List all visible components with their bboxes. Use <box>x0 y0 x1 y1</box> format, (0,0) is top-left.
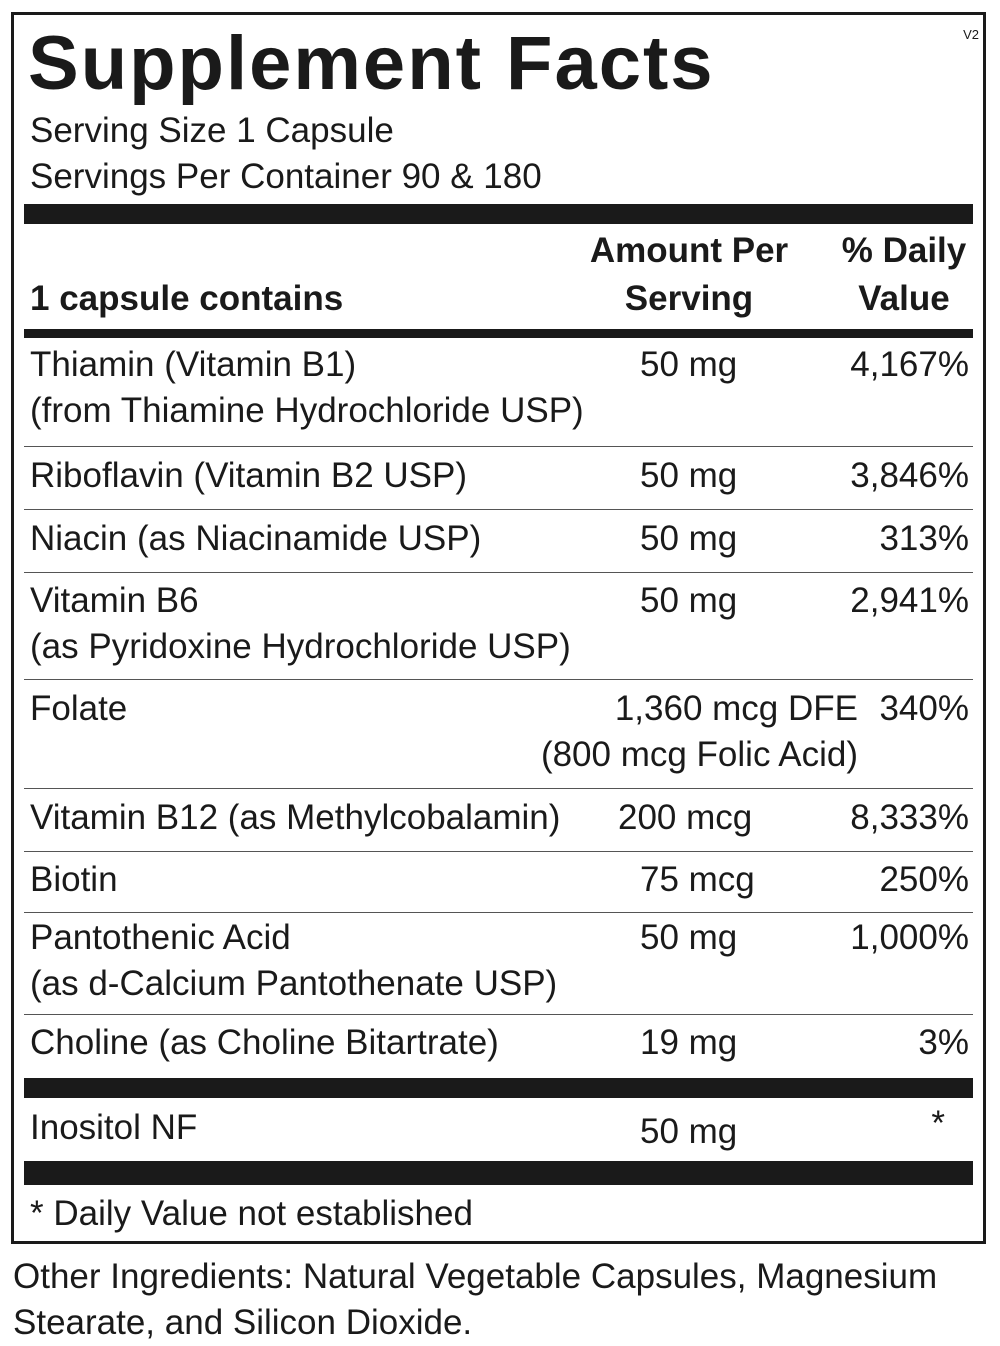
serving-size: Serving Size 1 Capsule <box>30 111 394 150</box>
nutrient-amount: 200 mcg <box>618 798 753 837</box>
nutrient-dv: 8,333% <box>850 798 969 837</box>
row-divider <box>24 679 973 680</box>
nutrient-dv: 3,846% <box>850 456 969 495</box>
nutrient-name: Folate <box>30 689 128 728</box>
nutrient-dv: 250% <box>879 860 969 899</box>
row-divider <box>24 788 973 789</box>
nutrient-amount: 19 mg <box>640 1023 738 1062</box>
header-divider <box>24 329 973 338</box>
nutrient-amount: 50 mg <box>640 1112 738 1151</box>
nutrient-amount: 1,360 mcg DFE <box>614 689 858 728</box>
nutrient-name: Riboflavin (Vitamin B2 USP) <box>30 456 468 495</box>
nutrient-name: Niacin (as Niacinamide USP) <box>30 519 482 558</box>
nutrient-source: (from Thiamine Hydrochloride USP) <box>30 391 584 430</box>
nutrient-amount: 50 mg <box>640 519 738 558</box>
nutrient-amount-detail: (800 mcg Folic Acid) <box>540 735 858 774</box>
thick-divider <box>24 204 973 224</box>
other-ingredients: Other Ingredients: Natural Vegetable Capsules, Magnesium Stearate, and Silicon Dioxide. <box>13 1257 938 1342</box>
nutrient-dv: 313% <box>879 519 969 558</box>
row-divider <box>24 446 973 447</box>
nutrient-dv: 3% <box>918 1023 969 1062</box>
row-divider <box>24 509 973 510</box>
nutrient-name: Thiamin (Vitamin B1) <box>30 345 357 384</box>
servings-per-container: Servings Per Container 90 & 180 <box>30 157 542 196</box>
thick-divider <box>24 1078 973 1098</box>
col-header-amount-line1: Amount Per <box>589 231 789 270</box>
nutrient-name: Vitamin B12 (as Methylcobalamin) <box>30 798 561 837</box>
supplement-facts-panel <box>11 12 986 1244</box>
nutrient-amount: 50 mg <box>640 456 738 495</box>
footnote: * Daily Value not established <box>30 1194 473 1233</box>
nutrient-source: (as d-Calcium Pantothenate USP) <box>30 964 558 1003</box>
nutrient-amount: 50 mg <box>640 345 738 384</box>
nutrient-dv: 2,941% <box>850 581 969 620</box>
col-header-amount-line2: Serving <box>624 279 754 318</box>
nutrient-amount: 50 mg <box>640 918 738 957</box>
col-header-dv-line2: Value <box>858 279 950 318</box>
nutrient-amount: 75 mcg <box>640 860 755 899</box>
thick-divider <box>24 1161 973 1185</box>
col-header-dv-line1: % Daily <box>841 231 967 270</box>
nutrient-dv: 340% <box>879 689 969 728</box>
nutrient-name: Pantothenic Acid <box>30 918 291 957</box>
row-divider <box>24 851 973 852</box>
panel-title: Supplement Facts <box>28 21 715 106</box>
nutrient-source: (as Pyridoxine Hydrochloride USP) <box>30 627 571 666</box>
nutrient-amount: 50 mg <box>640 581 738 620</box>
nutrient-name: Choline (as Choline Bitartrate) <box>30 1023 499 1062</box>
row-divider <box>24 1014 973 1015</box>
row-divider <box>24 572 973 573</box>
version-code: V2 <box>963 27 979 42</box>
nutrient-name: Inositol NF <box>30 1108 198 1147</box>
nutrient-name: Vitamin B6 <box>30 581 199 620</box>
nutrient-dv: 1,000% <box>850 918 969 957</box>
row-divider <box>24 912 973 913</box>
nutrient-name: Biotin <box>30 860 118 899</box>
col-header-contains: 1 capsule contains <box>30 279 344 318</box>
nutrient-dv: * <box>931 1104 945 1143</box>
nutrient-dv: 4,167% <box>850 345 969 384</box>
